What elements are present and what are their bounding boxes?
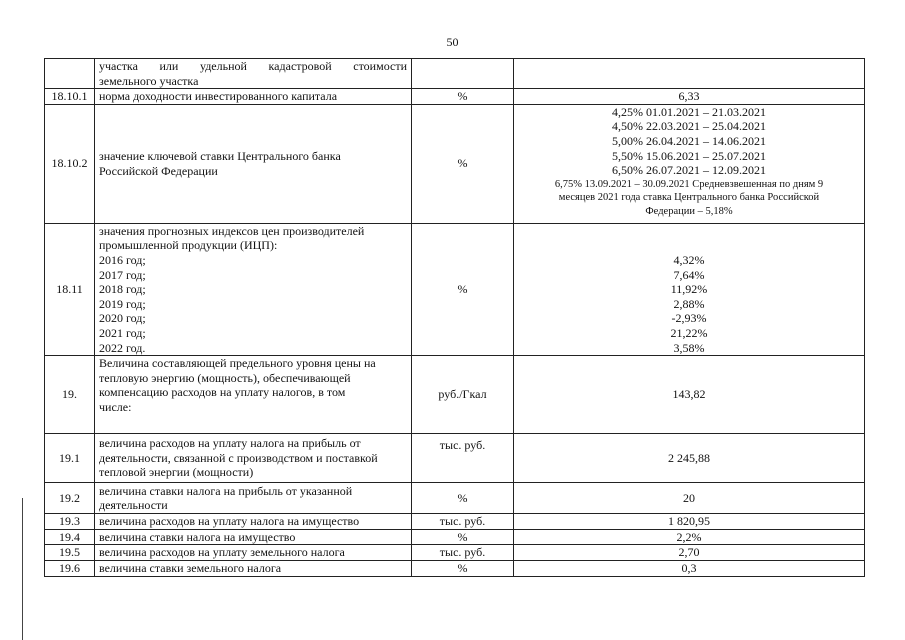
row-number: [45, 59, 95, 89]
table-row: [45, 483, 865, 514]
row-description: участка или удельной кадастровой стоимости земельного участка: [95, 59, 412, 89]
row-number: 19.4: [45, 529, 95, 545]
row-unit: тыс. руб.: [412, 434, 514, 483]
row-unit: тыс. руб.: [412, 514, 514, 530]
scan-edge-line: [22, 498, 23, 640]
row-value: 6,33: [514, 89, 865, 105]
row-value: 20: [514, 483, 865, 514]
row-number: 18.10.1: [45, 89, 95, 105]
row-value: 0,3: [514, 560, 865, 576]
row-number: 19.3: [45, 514, 95, 530]
row-unit: тыс. руб.: [412, 545, 514, 561]
table-row: [45, 356, 865, 434]
row-number: 18.10.2: [45, 104, 95, 223]
table-row: [45, 223, 865, 355]
table-row: [45, 545, 865, 561]
row-number: 19.1: [45, 434, 95, 483]
row-unit: руб./Гкал: [412, 356, 514, 434]
row-description: величина ставки налога на имущество: [95, 529, 412, 545]
row-unit: %: [412, 223, 514, 355]
row-description: величина расходов на уплату земельного налога: [95, 545, 412, 561]
table-row: [45, 514, 865, 530]
row-description: величина расходов на уплату налога на прибыль от деятельности, связанной с производством и поставкой тепловой энергии (мощности): [95, 434, 412, 483]
row-value: 2,2%: [514, 529, 865, 545]
row-value: 2,70: [514, 545, 865, 561]
row-unit: %: [412, 483, 514, 514]
tariff-table: [44, 58, 865, 577]
row-number: 19.2: [45, 483, 95, 514]
table-row: [45, 560, 865, 576]
table-row: [45, 529, 865, 545]
row-value: 4,25% 01.01.2021 – 21.03.2021 4,50% 22.03.2021 – 25.04.2021 5,00% 26.04.2021 – 14.06.2021 5,50% 15.06.2021 – 25.07.2021 6,50% 26.07.2021 – 12.09.2021 6,75% 13.09.2021 – 30.09.2021 Средневзвешенная по дням 9 месяцев 2021 года ставка Центрального банка Российской Федерации – 5,18%: [514, 104, 865, 223]
table-row: [45, 434, 865, 483]
row-unit: %: [412, 560, 514, 576]
row-description: значения прогнозных индексов цен производителей промышленной продукции (ИЦП): 2016 год; 2017 год; 2018 год; 2019 год; 2020 год; 2021 год; 2022 год.: [95, 223, 412, 355]
row-description: значение ключевой ставки Центрального банка Российской Федерации: [95, 104, 412, 223]
row-unit: %: [412, 89, 514, 105]
row-value: [514, 59, 865, 89]
table-row: [45, 89, 865, 105]
row-number: 18.11: [45, 223, 95, 355]
row-number: 19.6: [45, 560, 95, 576]
row-description: величина ставки земельного налога: [95, 560, 412, 576]
row-number: 19.: [45, 356, 95, 434]
row-description: норма доходности инвестированного капитала: [95, 89, 412, 105]
row-value: 2 245,88: [514, 434, 865, 483]
row-unit: %: [412, 529, 514, 545]
row-value: 143,82: [514, 356, 865, 434]
row-unit: [412, 59, 514, 89]
row-value: 1 820,95: [514, 514, 865, 530]
row-number: 19.5: [45, 545, 95, 561]
table-row: [45, 59, 865, 89]
row-value: 4,32% 7,64% 11,92% 2,88% -2,93% 21,22% 3,58%: [514, 223, 865, 355]
row-description: величина ставки налога на прибыль от указанной деятельности: [95, 483, 412, 514]
row-description: Величина составляющей предельного уровня цены на тепловую энергию (мощность), обеспечивающей компенсацию расходов на уплату налогов, в том числе:: [95, 356, 412, 434]
row-description: величина расходов на уплату налога на имущество: [95, 514, 412, 530]
row-unit: %: [412, 104, 514, 223]
table-row: [45, 104, 865, 223]
page-number: 50: [446, 35, 459, 49]
